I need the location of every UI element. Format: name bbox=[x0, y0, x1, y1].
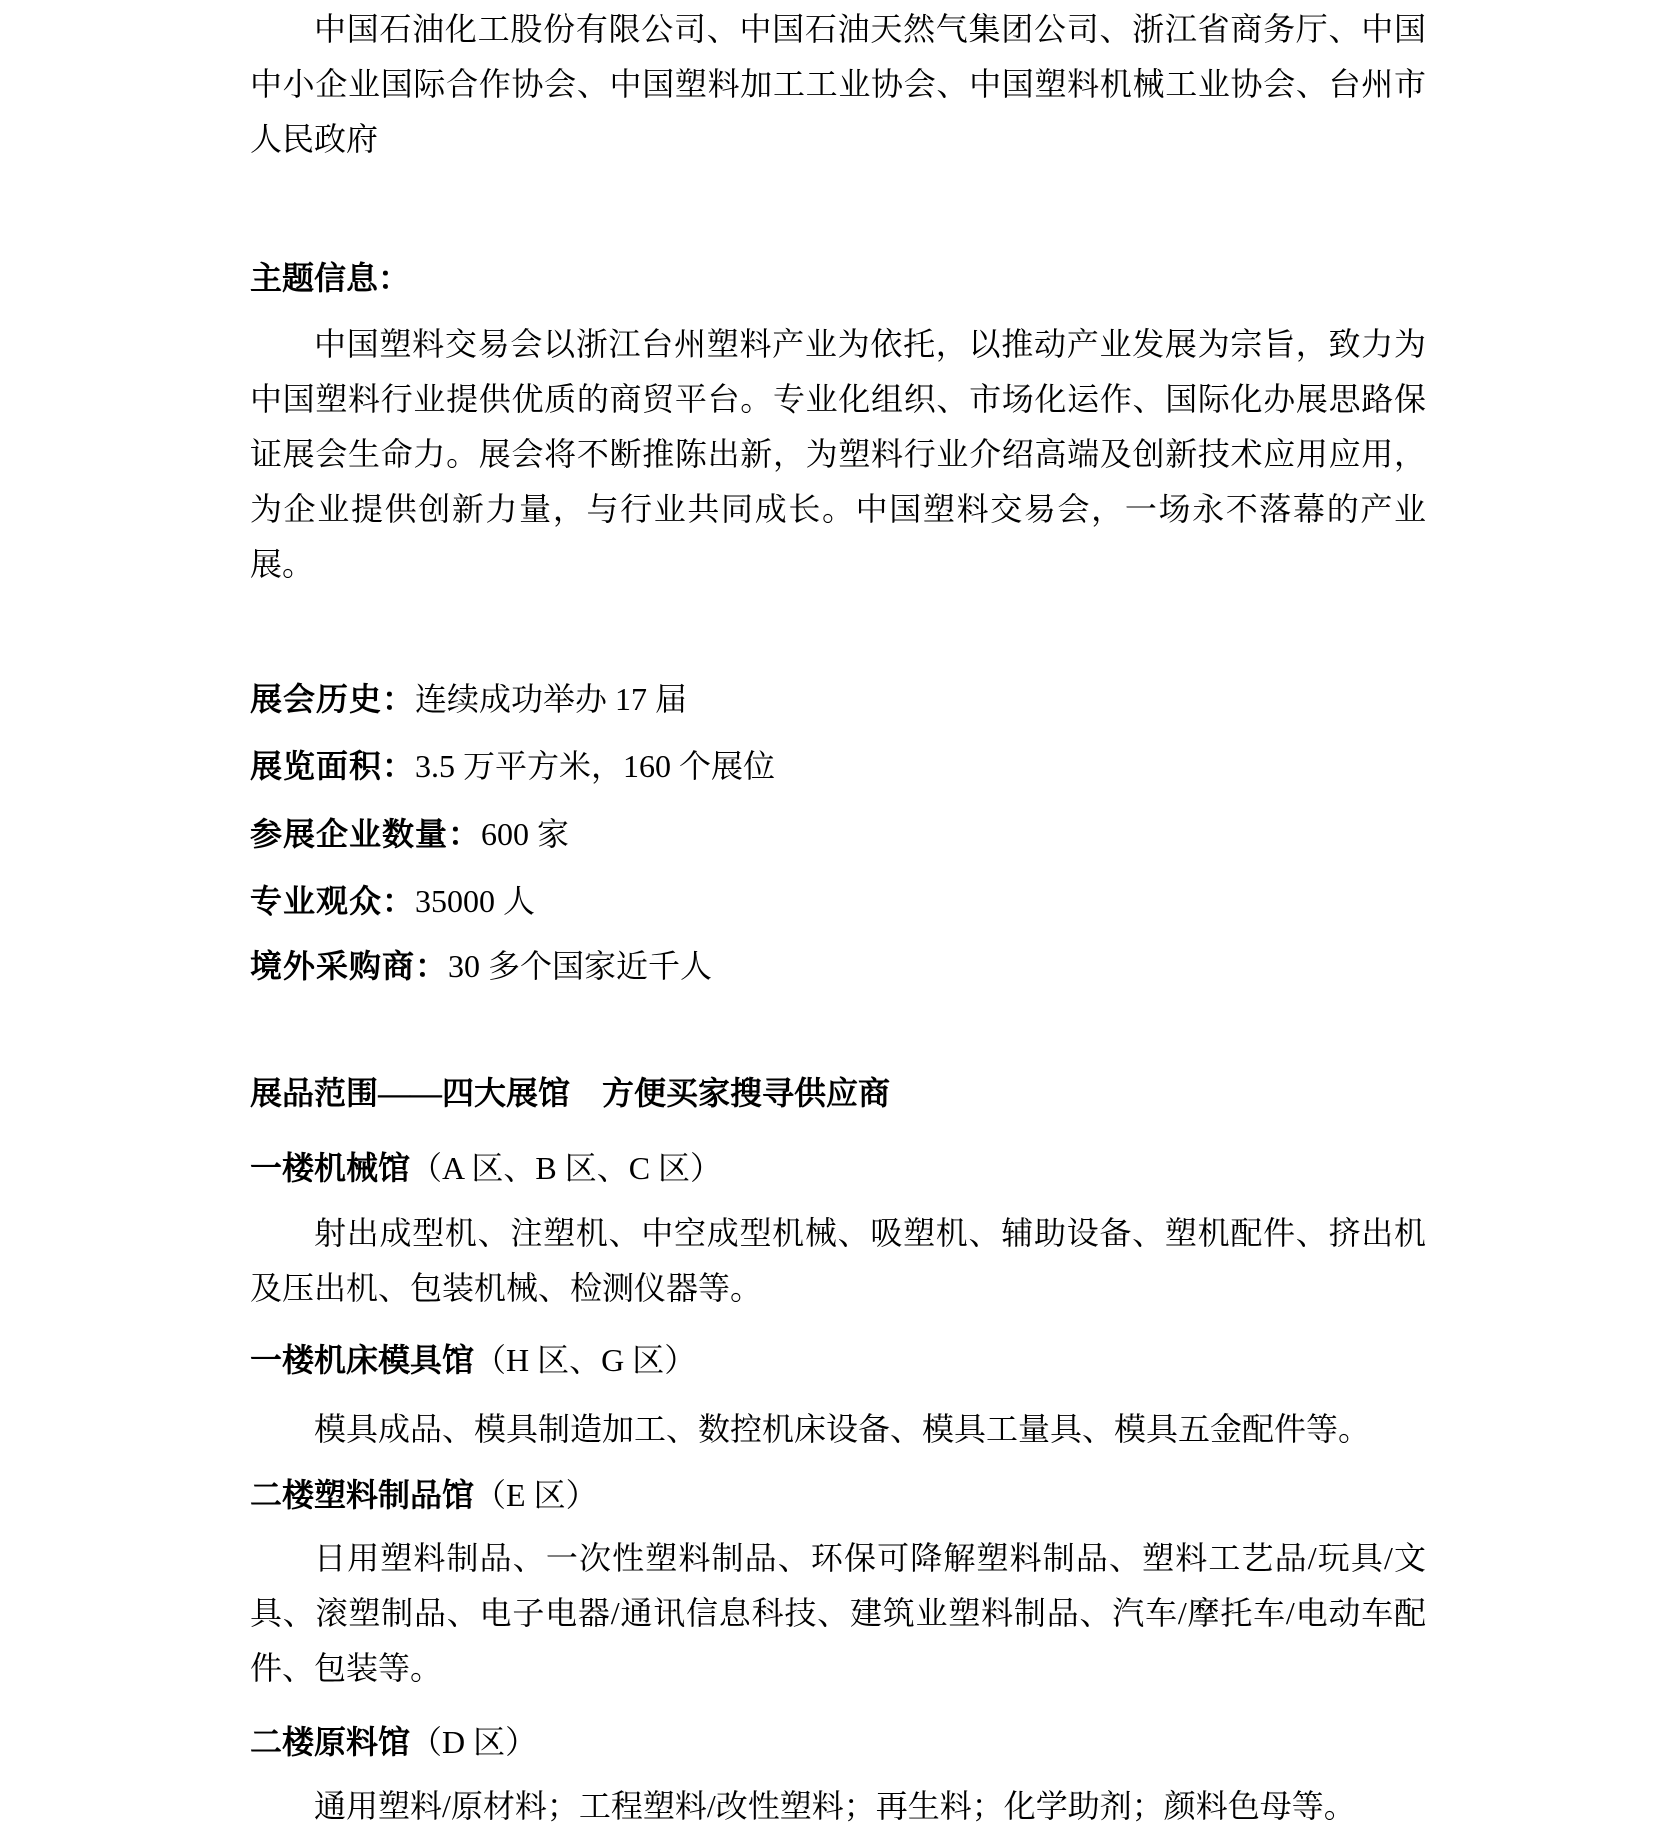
stat-exhibition-area-value: 3.5 万平方米，160 个展位 bbox=[415, 748, 776, 784]
hall-machinery-heading bbox=[250, 1141, 1426, 1196]
stat-exhibitor-count-value: 600 家 bbox=[481, 816, 570, 852]
stat-exhibition-history-value: 连续成功举办 17 届 bbox=[415, 681, 688, 717]
organizers-paragraph: 中国石油化工股份有限公司、中国石油天然气集团公司、浙江省商务厅、中国中小企业国际合作协会、中国塑料加工工业协会、中国塑料机械工业协会、台州市人民政府 bbox=[250, 11, 1426, 157]
stat-exhibitor-count-label: 参展企业数量： bbox=[250, 816, 482, 852]
hall-machine-tool-mould-name: 一楼机床模具馆 bbox=[250, 1342, 475, 1378]
hall-plastic-products-items: 日用塑料制品、一次性塑料制品、环保可降解塑料制品、塑料工艺品/玩具/文具、滚塑制品、电子电器/通讯信息科技、建筑业塑料制品、汽车/摩托车/电动车配件、包装等。 bbox=[250, 1540, 1426, 1686]
hall-machinery-zones: （A 区、B 区、C 区） bbox=[410, 1150, 723, 1186]
stat-overseas-buyers-label: 境外采购商： bbox=[250, 948, 449, 984]
stat-professional-visitors-label: 专业观众： bbox=[250, 883, 416, 919]
stat-exhibitor-count bbox=[250, 807, 1426, 862]
hall-machine-tool-mould-zones: （H 区、G 区） bbox=[474, 1342, 697, 1378]
hall-raw-materials-zones: （D 区） bbox=[410, 1724, 538, 1760]
hall-plastic-products-heading bbox=[250, 1468, 1426, 1523]
stat-overseas-buyers bbox=[250, 939, 1426, 994]
stat-exhibition-area bbox=[250, 739, 1426, 794]
stat-overseas-buyers-value: 30 多个国家近千人 bbox=[448, 948, 713, 984]
hall-machine-tool-mould-heading bbox=[250, 1333, 1426, 1388]
stat-exhibition-area-label: 展览面积： bbox=[250, 748, 416, 784]
scope-heading: 展品范围——四大展馆 方便买家搜寻供应商 bbox=[250, 1075, 891, 1111]
hall-machinery-name: 一楼机械馆 bbox=[250, 1150, 411, 1186]
theme-paragraph: 中国塑料交易会以浙江台州塑料产业为依托，以推动产业发展为宗旨，致力为中国塑料行业提供优质的商贸平台。专业化组织、市场化运作、国际化办展思路保证展会生命力。展会将不断推陈出新，为塑料行业介绍高端及创新技术应用应用，为企业提供创新力量，与行业共同成长。中国塑料交易会，一场永不落幕的产业展。 bbox=[250, 326, 1426, 582]
hall-raw-materials-name: 二楼原料馆 bbox=[250, 1724, 411, 1760]
hall-plastic-products-name: 二楼塑料制品馆 bbox=[250, 1477, 475, 1513]
stat-exhibition-history bbox=[250, 672, 1426, 727]
stat-professional-visitors bbox=[250, 874, 1426, 929]
hall-plastic-products-zones: （E 区） bbox=[474, 1477, 598, 1513]
theme-heading: 主题信息： bbox=[250, 260, 411, 296]
stat-exhibition-history-label: 展会历史： bbox=[250, 681, 416, 717]
hall-raw-materials-heading bbox=[250, 1715, 1426, 1770]
hall-machinery-items: 射出成型机、注塑机、中空成型机械、吸塑机、辅助设备、塑机配件、挤出机及压出机、包装机械、检测仪器等。 bbox=[250, 1215, 1426, 1306]
hall-raw-materials-items: 通用塑料/原材料；工程塑料/改性塑料；再生料；化学助剂；颜料色母等。 bbox=[314, 1788, 1356, 1824]
hall-machine-tool-mould-items: 模具成品、模具制造加工、数控机床设备、模具工量具、模具五金配件等。 bbox=[314, 1411, 1371, 1447]
stat-professional-visitors-value: 35000 人 bbox=[415, 883, 536, 919]
